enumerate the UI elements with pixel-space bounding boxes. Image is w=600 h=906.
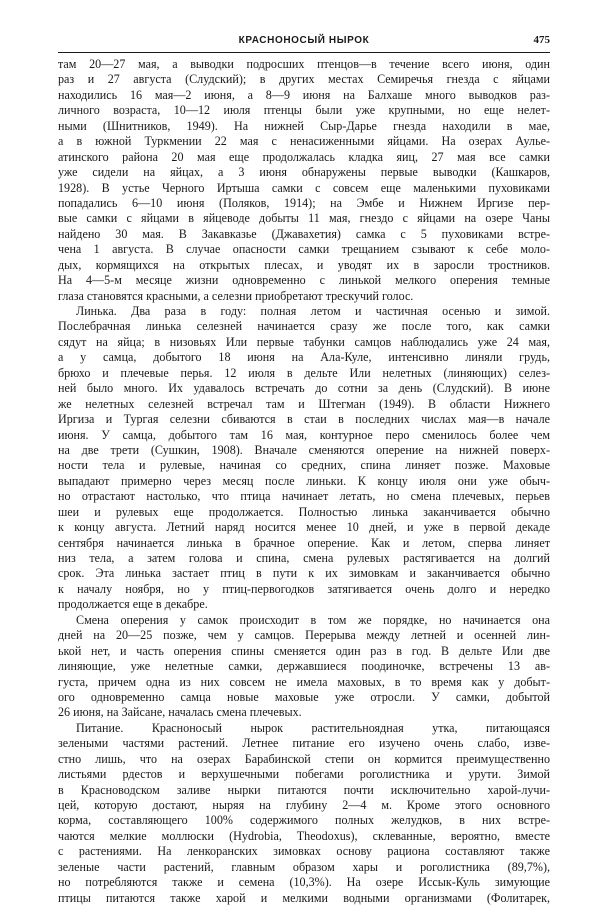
text-line: продолжается еще в декабре. [58,597,208,612]
text-line: атинского района 20 мая еще продолжалась кладка яиц, 27 мая все самки [58,149,550,164]
text-line: на две трети (Сушкин, 1908). Вначале сменяются оперение на нижней поверх- [58,442,550,457]
text-line: линяющие, уже нелетные самки, державшиеся поодиночке, встречены 13 ав- [58,659,550,674]
text-line: выпадают примерно через месяц после линьки. К концу июля они уже обыч- [58,473,550,488]
text-line: На 4—5-м месяце жизни одновременно с линькой мелкого оперения темные [58,273,550,288]
text-line: глаза становятся красными, а селезни приобретают трескучий голос. [58,288,414,303]
text-line: низ тела, а затем голова и спина, смена рулевых растягивается на долгий [58,551,550,565]
text-line: сядут на яйца; в низовьях Или первые табунки самцов наблюдались уже 24 мая, [58,334,550,349]
text-line: корма, составляющего 100% содержимого полных желудков, в них встре- [58,813,550,828]
text-line: ности тела и рулевые, начиная со средних, спина линяет позже. Маховые [58,458,550,473]
text-line: чаются мелкие моллюски (Hydrobia, Theodoxus), склеванные, вероятно, вместе [58,828,550,843]
text-line: 26 июня, на Зайсане, началась смена плечевых. [58,705,302,720]
body-text [58,57,550,906]
text-line: но потребляются также и семена (10,3%). На озере Иссык-Куль зимующие [58,875,550,890]
text-line: ными (Шнитников, 1949). На нижней Сыр-Дарье гнезда находили в мае, [58,118,550,133]
text-line: находились 16 мая—2 июня, а 8—9 июня на Балхаше много выводков раз- [58,87,550,102]
text-line: ькой нет, и часть оперения спины сменяется один раз в год. В дельте Или две [58,643,550,658]
text-line: зелеными частями растений. Летнее питание его изучено очень слабо, изве- [58,736,550,751]
text-line: зеленые части растений, главным образом хары и роголистника (89,7%), [58,859,550,874]
text-line-section-feeding: Питание. Красноносый нырок растительноядная утка, питающаяся [76,720,550,735]
text-line: в Красноводском заливе нырки питаются почти исключительно харой-лучи- [58,782,550,797]
text-line: но отрастают настолько, что птица начинает летать, но смена плечевых, перьев [58,489,550,504]
text-line: птицы питаются также харой и мелкими водными организмами (Фолитарек, [58,890,550,905]
text-line: попадались 6—10 июня (Поляков, 1914); на Эмбе и Нижнем Иргизе пер- [58,195,550,210]
document-page [58,34,550,906]
text-line: ого одновременно самца новые маховые уже отросли. У самки, добытой [58,689,550,704]
text-line: к концу августа. Летний наряд носится менее 10 дней, и уже в первой декаде [58,520,550,535]
page-number: 475 [533,34,550,46]
text-line: вые самки с яйцами в яйцеводе добыты 11 мая, гнездо с яйцами на озере Чаны [58,211,550,226]
text-line: дней на 20—25 позже, чем у самцов. Перерыва между летней и осенней лин- [58,628,550,643]
text-line: Иргиза и Тургая селезни сбиваются в стаи в последних числах мая—в начале [58,412,550,427]
text-line: цей, которую достают, ныряя на глубину 2—4 м. Кроме этого основного [58,798,550,812]
text-line: 1928). В устье Черного Иртыша самки с совсем еще маленькими пуховиками [58,180,550,195]
text-line: к началу ноября, но у птиц-первогодков затягивается очень долго и нередко [58,581,550,596]
text-line: а у самца, добытого 18 июня на Ала-Куле, интенсивно линяли грудь, [58,350,550,365]
text-line: чена 1 августа. В случае опасности самки трещанием сзывают к себе моло- [58,242,550,257]
text-line: а в южной Туркмении 22 мая с ненасиженными яйцами. На озерах Аулье- [58,134,550,149]
text-line: листьями рдестов и верхушечными побегами роголистника и урути. Зимой [58,767,550,782]
running-header [58,34,550,53]
text-line: густа, причем одна из них совсем не имела маховых, в то время как у добыт- [58,674,550,689]
text-line: там 20—27 мая, а выводки подросших птенцов—в течение всего июня, один [58,57,550,71]
text-line: шеи и рулевых еще продолжается. Полностью линька заканчивается обычно [58,504,550,519]
text-line: сентября начинается линька в брачное оперение. Как и летом, сперва линяет [58,535,550,550]
text-line: Смена оперения у самок происходит в том же порядке, но начинается она [76,612,550,627]
text-line: раз и 27 августа (Слудский); в других местах Семиречья гнезда с яйцами [58,72,550,87]
text-line: Послебрачная линька селезней начинается сразу же после того, как самки [58,319,550,334]
text-line: дых, кормящихся на открытых плесах, и уводят их в заросли тростников. [58,257,550,272]
text-line: с растениями. На ленкоранских зимовках основу рациона составляют также [58,844,550,859]
text-line: ней было много. Их удавалось встречать до сотни за день (Слудский). В июне [58,381,550,396]
text-line: стно лишь, что на озерах Барабинской степи он кормится преимущественно [58,751,550,766]
running-title: КРАСНОНОСЫЙ НЫРОК [238,35,370,46]
text-line: июня. У самца, добытого там 16 мая, контурное перо сменилось более чем [58,427,550,442]
text-line: найдено 30 мая. В Закавказье (Джавахетия) самка с 5 пуховиками встре- [58,226,550,241]
text-line: брюхо и плечевые перья. 12 июля в дельте Или нелетных (линяющих) селез- [58,365,550,380]
text-line: личного возраста, 10—12 июля птенцы были уже крупными, но еще нелет- [58,103,550,118]
text-line: срок. Эта линька застает птиц в пути к их зимовкам и заканчивается обычно [58,566,550,581]
text-line-section-molt: Линька. Два раза в году: полная летом и частичная осенью и зимой. [76,304,550,318]
text-line: уже сидели на яйцах, а 3 июня обнаружены первые выводки (Кашкаров, [58,165,550,180]
text-line: же нелетных селезней встречал там и Штегман (1949). В области Нижнего [58,396,550,411]
